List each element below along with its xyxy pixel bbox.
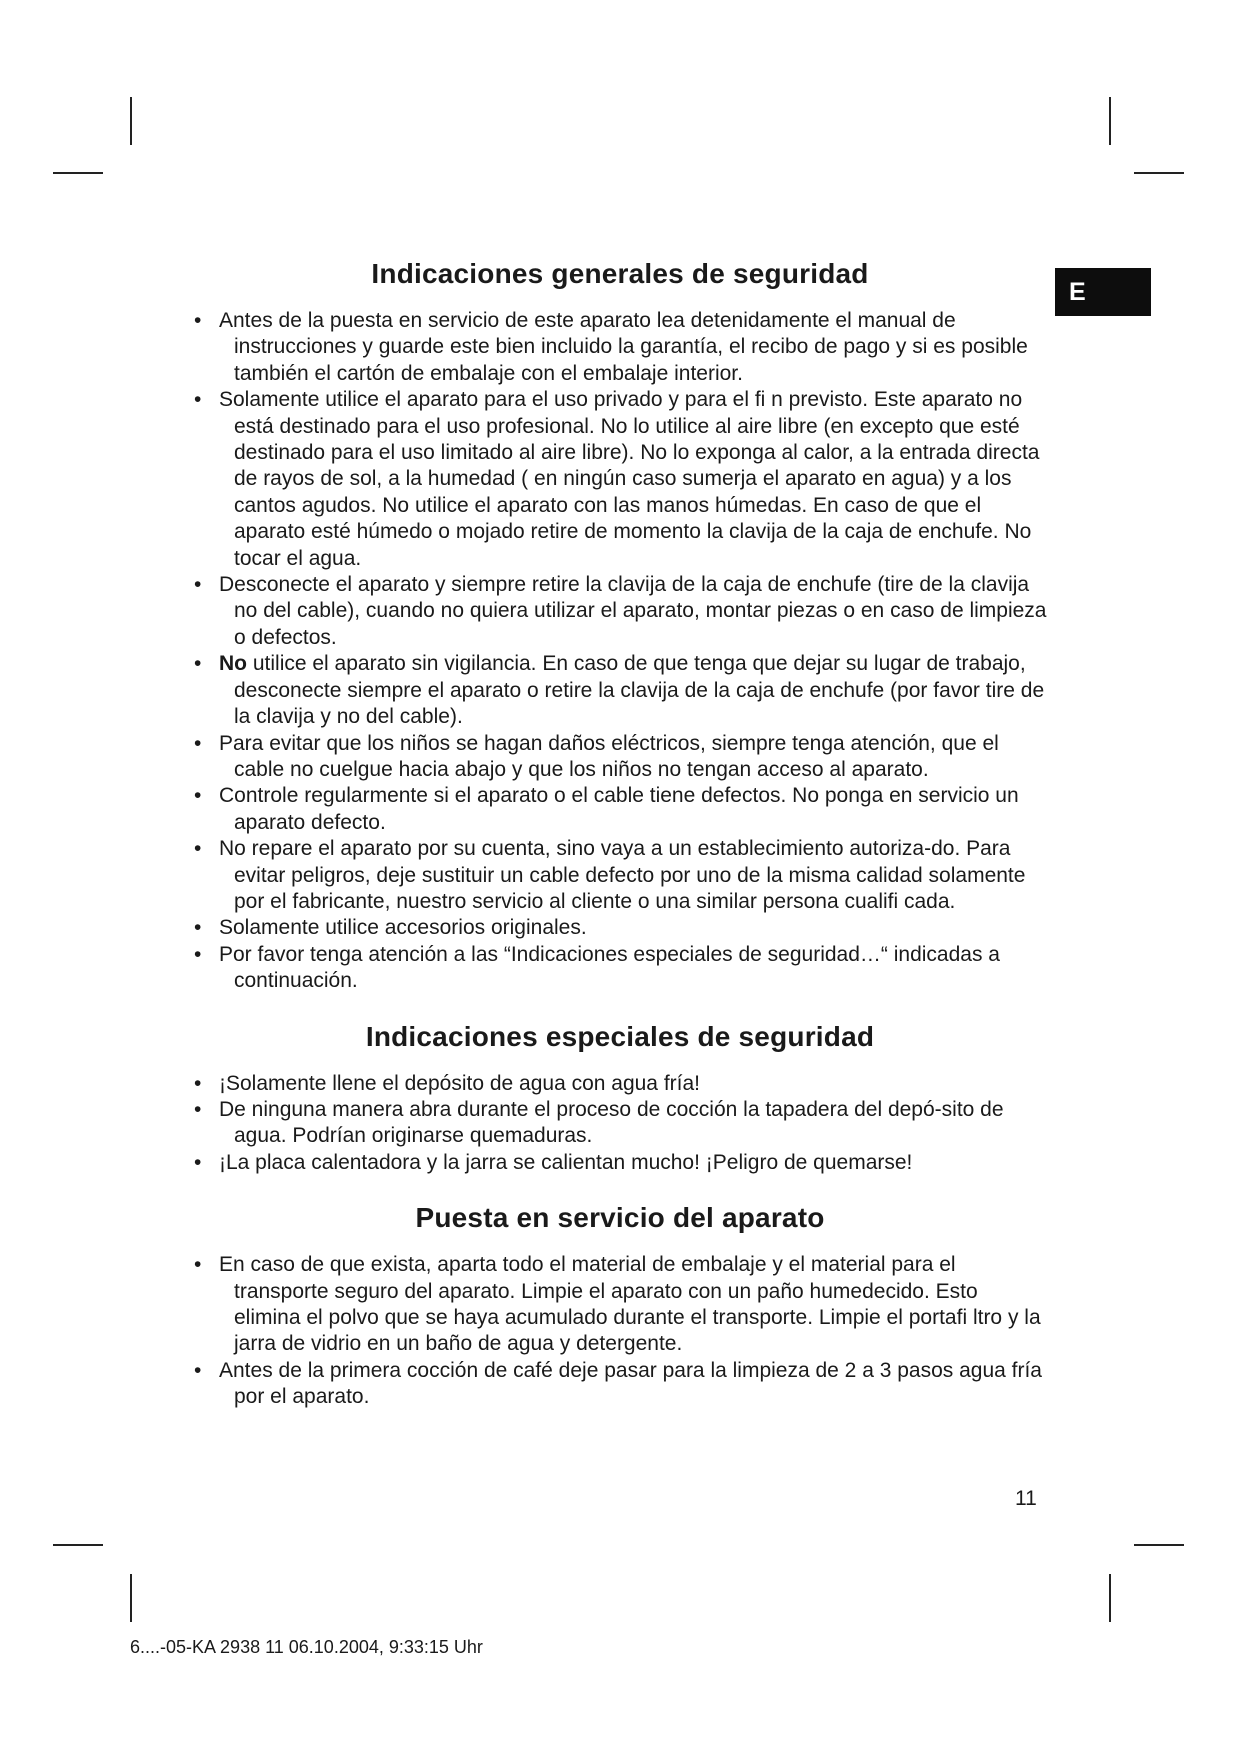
- list-item: • ¡Solamente llene el depósito de agua con agua fría!: [190, 1071, 1050, 1097]
- list-item: • Antes de la primera cocción de café deje pasar para la limpieza de 2 a 3 pasos agua fría por el aparato.: [190, 1358, 1050, 1411]
- section-startup-list: [190, 1252, 1050, 1410]
- list-item: • De ninguna manera abra durante el proceso de cocción la tapadera del depó-sito de agua. Podrían originarse quemaduras.: [190, 1097, 1050, 1150]
- list-item: • ¡La placa calentadora y la jarra se calientan mucho! ¡Peligro de quemarse!: [190, 1150, 1050, 1176]
- crop-mark-top-right-horizontal: [1134, 172, 1184, 174]
- list-item: • En caso de que exista, aparta todo el material de embalaje y el material para el transporte seguro del aparato. Limpie el aparato con un paño humedecido. Esto elimina el polvo que se haya acumulado durante el transporte. Limpie el portafi ltro y la jarra de vidrio en un baño de agua y detergente.: [190, 1252, 1050, 1358]
- crop-mark-top-right-vertical: [1109, 97, 1111, 145]
- list-item: • Solamente utilice el aparato para el uso privado y para el fi n previsto. Este aparato no está destinado para el uso profesional. No lo utilice al aire libre (en excepto que esté destinado para el uso limitado al aire libre). No lo exponga al calor, a la entrada directa de rayos de sol, a la humedad ( en ningún caso sumerja el aparato en agua) y a los cantos agudos. No utilice el aparato con las manos húmedas. En caso de que el aparato esté húmedo o mojado retire de momento la clavija de la caja de enchufe. No tocar el agua.: [190, 387, 1050, 572]
- crop-mark-top-left-vertical: [130, 97, 132, 145]
- crop-mark-bottom-right-horizontal: [1134, 1544, 1184, 1546]
- crop-mark-bottom-left-vertical: [130, 1574, 132, 1622]
- section-general-safety-title: Indicaciones generales de seguridad: [371, 258, 869, 289]
- list-item: • Desconecte el aparato y siempre retire la clavija de la caja de enchufe (tire de la clavija no del cable), cuando no quiera utilizar el aparato, montar piezas o en caso de limpieza o defectos.: [190, 572, 1050, 651]
- section-special-safety-list: [190, 1071, 1050, 1177]
- section-general-safety-list: [190, 308, 1050, 995]
- crop-mark-bottom-left-horizontal: [53, 1544, 103, 1546]
- section-startup-title: Puesta en servicio del aparato: [415, 1202, 825, 1234]
- page-content: [190, 258, 1050, 1411]
- list-item: • Solamente utilice accesorios originales.: [190, 915, 1050, 941]
- list-item: • Por favor tenga atención a las “Indicaciones especiales de seguridad…“ indicadas a continuación.: [190, 942, 1050, 995]
- bold-no-prefix: No: [219, 652, 247, 676]
- list-item: • Antes de la puesta en servicio de este aparato lea detenidamente el manual de instrucciones y guarde este bien incluido la garantía, el recibo de pago y si es posible también el cartón de embalaje con el embalaje interior.: [190, 308, 1050, 387]
- list-item: • No repare el aparato por su cuenta, sino vaya a un establecimiento autoriza-do. Para evitar peligros, deje sustituir un cable defecto por uno de la misma calidad solamente por el fabricante, nuestro servicio al cliente o una similar persona cualifi cada.: [190, 836, 1050, 915]
- language-tab: E: [1055, 268, 1151, 316]
- list-item: • Para evitar que los niños se hagan daños eléctricos, siempre tenga atención, que el cable no cuelgue hacia abajo y que los niños no tengan acceso al aparato.: [190, 731, 1050, 784]
- section-special-safety-title: Indicaciones especiales de seguridad: [365, 1020, 875, 1052]
- crop-mark-top-left-horizontal: [53, 172, 103, 174]
- print-footer: 6....-05-KA 2938 11 06.10.2004, 9:33:15 Uhr: [130, 1637, 483, 1657]
- page-number: 11: [1015, 1487, 1037, 1510]
- list-item: • Controle regularmente si el aparato o el cable tiene defectos. No ponga en servicio un aparato defecto.: [190, 783, 1050, 836]
- list-item-text: utilice el aparato sin vigilancia. En caso de que tenga que dejar su lugar de trabajo, desconecte siempre el aparato o retire la clavija de la caja de enchufe (por favor tire de la clavija y no del cable).: [234, 652, 1045, 729]
- list-item: [190, 651, 1050, 730]
- crop-mark-bottom-right-vertical: [1109, 1574, 1111, 1622]
